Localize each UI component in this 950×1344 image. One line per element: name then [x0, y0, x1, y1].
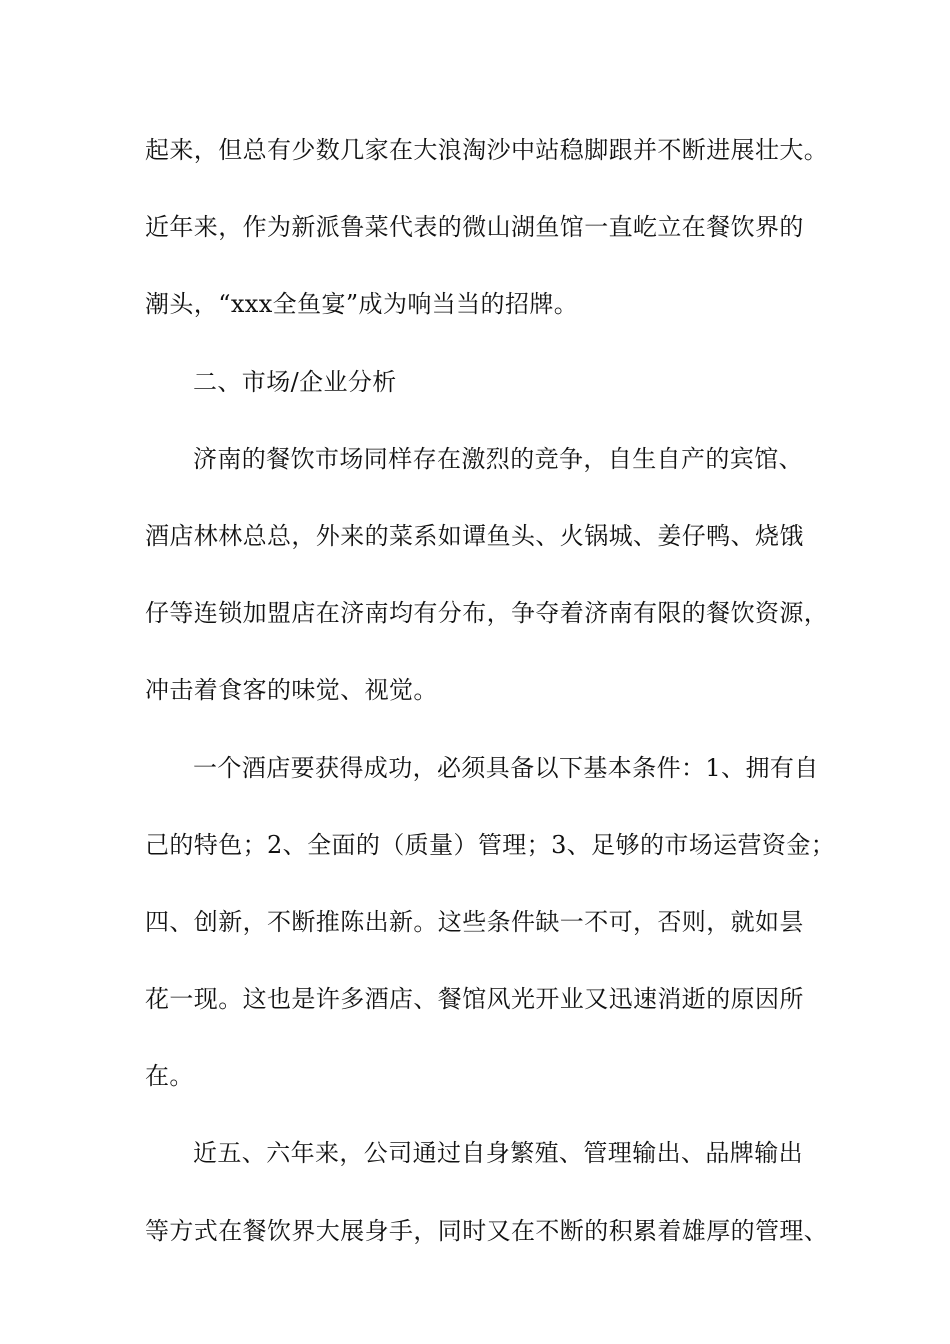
text-line: 仔等连锁加盟店在济南均有分布，争夺着济南有限的餐饮资源， [145, 599, 829, 628]
text-line: 一个酒店要获得成功，必须具备以下基本条件：1、拥有自 [193, 753, 819, 782]
text-line: 四、创新，不断推陈出新。这些条件缺一不可，否则，就如昙 [145, 907, 804, 936]
text-line: 济南的餐饮市场同样存在激烈的竞争，自生自产的宾馆、 [193, 444, 803, 473]
body-text [145, 128, 835, 1286]
text-line: 在。 [145, 1062, 194, 1091]
text-line: 冲击着食客的味觉、视觉。 [145, 676, 438, 705]
text-line: 起来，但总有少数几家在大浪淘沙中站稳脚跟并不断进展壮大。 [145, 136, 829, 164]
text-line: 己的特色；2、全面的（质量）管理；3、足够的市场运营资金； [145, 830, 836, 859]
section-heading: 二、市场/企业分析 [193, 367, 397, 396]
text-line: 等方式在餐饮界大展身手，同时又在不断的积累着雄厚的管理、 [145, 1216, 829, 1245]
text-line: 潮头，“xxx全鱼宴”成为响当当的招牌。 [145, 290, 579, 319]
text-line: 近年来，作为新派鲁菜代表的微山湖鱼馆一直屹立在餐饮界的 [145, 213, 804, 242]
text-line: 酒店林林总总，外来的菜系如谭鱼头、火锅城、姜仔鸭、烧饿 [145, 521, 804, 550]
text-line: 花一现。这也是许多酒店、餐馆风光开业又迅速消逝的原因所 [145, 985, 804, 1014]
text-line: 近五、六年来，公司通过自身繁殖、管理输出、品牌输出 [193, 1139, 803, 1168]
